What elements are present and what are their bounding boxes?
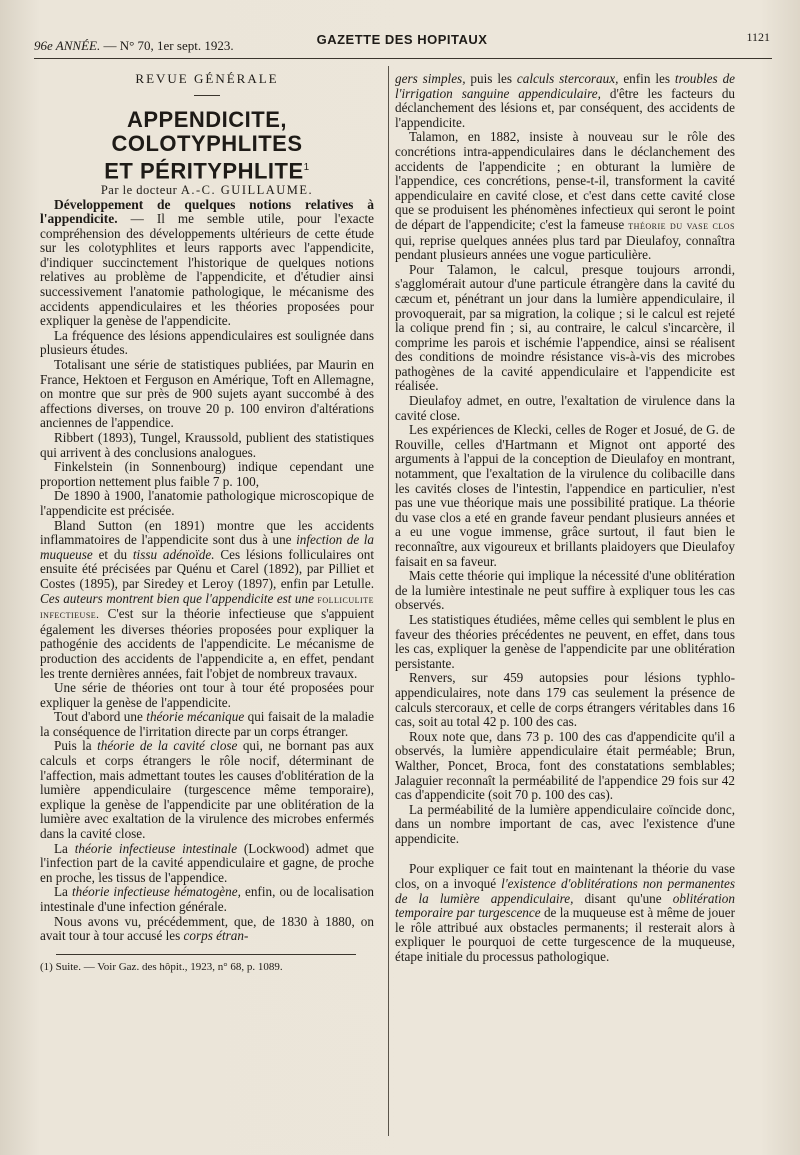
running-header — [34, 30, 770, 60]
paragraph: Finkelstein (in Sonnenbourg) indique cependant une proportion nettement plus faible 7 p. 100, — [40, 459, 374, 489]
paragraph: Les statistiques étudiées, même celles qui semblent le plus en faveur des théories précédentes ne peuvent, en effet, dans tous les cas, expliquer la genèse de l'appendicite par une oblitération persistante. — [395, 611, 735, 671]
left-column — [40, 72, 374, 974]
paragraph: Pour expliquer ce fait tout en maintenant la théorie du vase clos, on a invoqué l'existence d'oblitérations non permanentes de la lumière appendiculaire, disant qu'une oblitération temporaire par turgescence de la muqueuse est à même de jouer le rôle attribué aux obstacles permanents; il resterait alors à expliquer le pourquoi de cette turgescence de la muqueuse, étape initiale du processus pathologique. — [395, 861, 736, 965]
column-divider — [388, 66, 389, 1136]
footnote: (1) Suite. — Voir Gaz. des hôpit., 1923, n° 68, p. 1089. — [40, 960, 283, 973]
footnote-rule — [56, 954, 356, 955]
paragraph: La théorie infectieuse hématogène, enfin, ou de localisation intestinale d'une infection générale. — [40, 884, 375, 915]
right-column — [395, 72, 735, 965]
paragraph: La théorie infectieuse intestinale (Lockwood) admet que l'infection part de la cavité appendiculaire et gagne, de proche en proche, les tissus de l'appendice. — [40, 840, 374, 885]
byline: Par le docteur A.-C. GUILLAUME. — [100, 182, 314, 197]
paragraph: Ribbert (1893), Tungel, Kraussold, publient des statistiques qui arrivent à des conclusions analogues. — [40, 430, 374, 460]
paragraph: Une série de théories ont tour à tour été proposées pour expliquer la genèse de l'appendicite. — [40, 680, 374, 710]
article-title: APPENDICITE, COLOTYPHLITES ET PÉRITYPHLITE$^1$ — [104, 106, 310, 183]
paragraph: Totalisant une série de statistiques publiées, par Maurin en France, Hektoen et Ferguson en Amérique, Toft en Allemagne, on montre que sur près de 900 sujets ayant succombé à des affections diverses, on trouve 20 p. 100 environ d'altérations anciennes de l'appendice. — [40, 357, 374, 431]
paragraph: Tout d'abord une théorie mécanique qui faisait de la maladie la conséquence de l'irritation directe par un corps étranger. — [40, 709, 375, 739]
page-number: 1121 — [746, 30, 770, 44]
author-name: A.-C. GUILLAUME. — [180, 182, 314, 197]
paragraph: De 1890 à 1900, l'anatomie pathologique microscopique de l'appendicite est précisée. — [40, 488, 374, 518]
rubric-rule — [194, 95, 220, 96]
journal-title: GAZETTE DES HOPITAUX — [316, 32, 488, 47]
paragraph: Développement de quelques notions relatives à l'appendicite. — Il me semble utile, pour l'exacte compréhension des développements ultérieurs de cette étude sur les colotyphlites et leurs rapports avec l'appendicite, d'indiquer succinctement l'historique de quelques notions relatives au problème de l'appendicite, et d'étudier ainsi successivement l'anatomie pathologique, le mécanisme des accidents appendiculaires et les théories proposées pour expliquer la genèse de l'appendicite. — [40, 196, 375, 329]
paragraph: Renvers, sur 459 autopsies pour lésions typhlo-appendiculaires, note dans 179 cas seulement la présence de calculs stercoraux, et celle de corps étrangers véritables dans 16 cas, soit au total 42 p. 100 des cas. — [395, 670, 735, 730]
paragraph: Roux note que, dans 73 p. 100 des cas d'appendicite qu'il a observés, la lumière appendiculaire était perméable; Brun, Walther, Poncet, Broca, font des constatations semblables; Jalaguier reconnaît la perméabilité de l'appendice 29 fois sur 42 cas d'appendicite (soit 70 p. 100 des cas). — [395, 728, 735, 803]
header-rule — [34, 58, 772, 59]
paragraph: Nous avons vu, précédemment, que, de 1830 à 1880, on avait tour à tour accusé les corps étran- — [40, 913, 374, 944]
paragraph: La fréquence des lésions appendiculaires est soulignée dans plusieurs études. — [40, 327, 374, 358]
paragraph: Mais cette théorie qui implique la nécessité d'une oblitération de la lumière intestinale ne peut suffire à expliquer tous les cas observés. — [395, 568, 735, 613]
title-footnote-mark: 1 — [303, 161, 310, 173]
edition-label: 96e ANNÉE. — [34, 38, 101, 53]
rubric: REVUE GÉNÉRALE — [135, 71, 279, 86]
issue-label: — N° 70, 1er sept. 1923. — [103, 38, 234, 53]
paragraph: Pour Talamon, le calcul, presque toujours arrondi, s'agglomérait autour d'une particule étrangère dans la cavité du cæcum et, pénétrant un jour dans la lumière appendiculaire, il provoquerait, par sa migration, la colique ; si le calcul est rejeté la colique prend fin ; si, au contraire, le calcul s'incarcère, il comprime les parois et ischémie l'appendice, ainsi se réalisent des conditions de moindre résistance vis-à-vis des microbes pathogènes de la cavité appendiculaire et l'appendicite est réalisée. — [395, 261, 735, 394]
paragraph: La perméabilité de la lumière appendiculaire coïncide donc, dans un nombre important de cas, avec l'existence d'une appendicite. — [395, 801, 735, 846]
section-heading: Développement de quelques notions relatives à l'appendicite. — [40, 196, 374, 227]
paragraph: Bland Sutton (en 1891) montre que les accidents inflammatoires de l'appendicite sont dus à une infection de la muqueuse et du tissu adénoïde. Ces lésions folliculaires ont ensuite été précisées par Quénu et Carel (1892), par Pilliet et Costes (1895), par Siredey et Leroy (1897), enfin par Letulle. Ces auteurs montrent bien que l'appendicite est une folliculite infectieuse. C'est sur la théorie infectieuse que s'appuient également les diverses théories proposées pour expliquer la pathogénie des accidents de l'appendicite. Le mécanisme de production des accidents de l'appendicite a, en effet, pendant les trente dernières années, fait l'objet de nombreux travaux. — [40, 517, 375, 681]
paragraph: gers simples, puis les calculs stercoraux, enfin les troubles de l'irrigation sanguine appendiculaire, d'être les facteurs du déclanchement des lésions et, par conséquent, des accidents de l'appendicite. — [395, 71, 736, 130]
paragraph: Talamon, en 1882, insiste à nouveau sur le rôle des concrétions intra-appendiculaires dans le déclanchement des accidents de l'appendicite ; en obturant la lumière de l'appendice, ces concrétions, pense-t-il, transforment la cavité appendiculaire en cavité close, et c'est dans cette cavité close que se produisent les phénomènes infectieux qui seront le point de départ de l'appendicite; c'est la fameuse théorie du vase clos qui, reprise quelques années plus tard par Dieulafoy, connaîtra pendant plusieurs années une vogue particulière. — [395, 129, 736, 263]
paragraph: Les expériences de Klecki, celles de Roger et Josué, de G. de Rouville, celles d'Hartmann et Mignot ont apporté des arguments à l'appui de la conception de Dieulafoy en montrant, notamment, que l'exaltation de la virulence du colibacille dans les cavités closes de l'intestin, l'appendice en particulier, n'est pas une vue théorique mais une possibilité pratique. La théorie du vase clos a eté en grande faveur pendant plusieurs années et a eu une vogue immense, grâce surtout, il faut bien le reconnaître, aux vigoureux et brillants plaidoyers que Dieulafoy faisait en sa faveur. — [395, 422, 735, 569]
paragraph: Puis la théorie de la cavité close qui, ne bornant pas aux calculs et corps étrangers le rôle nocif, déterminant de l'affection, mais admettant toutes les causes d'oblitération de la lumière appendiculaire (turgescence même temporaire), explique la genèse de l'appendicite par une oblitération de la lumière avec exaltation de la virulence des microbes enfermés dans la cavité close. — [40, 738, 375, 842]
paragraph: Dieulafoy admet, en outre, l'exaltation de virulence dans la cavité close. — [395, 393, 735, 423]
paragraph-gap — [395, 846, 735, 862]
